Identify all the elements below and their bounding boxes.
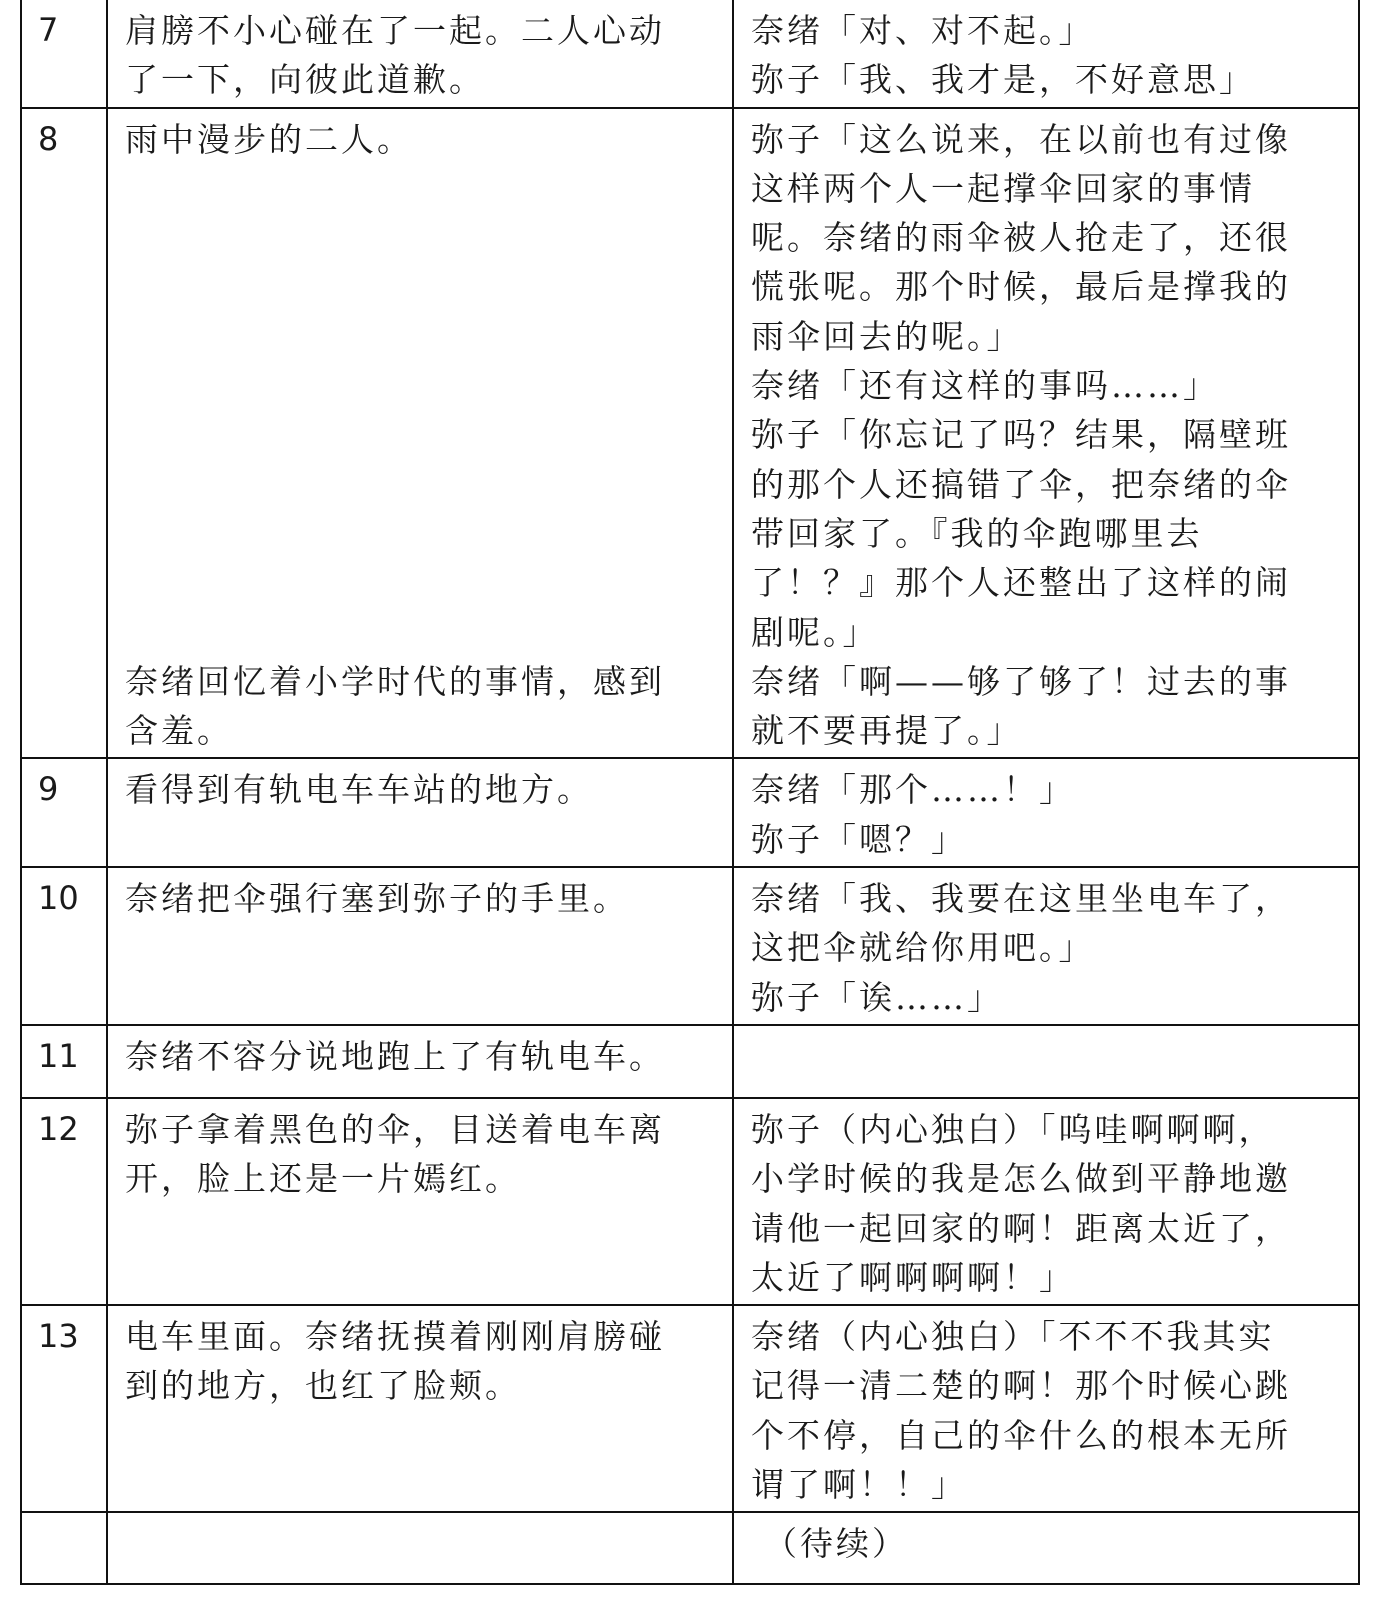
scene-number-cell [21,1305,107,1512]
dialogue-line: 弥子「这么说来，在以前也有过像 [751,119,1291,159]
dialogue [734,759,1358,866]
dialogue-line: 弥子（内心独白）「呜哇啊啊啊， [751,1109,1275,1149]
scene-number-cell [21,108,107,759]
script-row-10 [21,867,1359,1025]
scene-line: 奈绪回忆着小学时代的事情，感到 [125,661,665,701]
dialogue [734,1099,1358,1304]
dialogue-line: 谓了啊！！」 [751,1465,967,1505]
scene-number: 13 [38,1317,79,1356]
dialogue-line: 弥子「你忘记了吗？结果，隔壁班 [751,415,1291,455]
dialogue-line: 奈绪「那个……！」 [751,770,1075,810]
script-row-13 [21,1305,1359,1512]
scene-description-cell [107,1305,733,1512]
dialogue-line: 了！？』那个人还整出了这样的闹 [751,563,1291,603]
script-row-7 [21,0,1359,108]
scene-description-cell [107,867,733,1025]
dialogue-line: 剧呢。」 [751,612,879,652]
script-row-8 [21,108,1359,759]
scene-line: 奈绪不容分说地跑上了有轨电车。 [125,1036,665,1076]
scene-description-cell [107,758,733,867]
scene-number: 7 [38,11,59,49]
scene-line: 到的地方，也红了脸颊。 [125,1366,521,1406]
scene-description [108,109,732,758]
scene-number: 12 [38,1109,79,1148]
dialogue [734,109,1358,758]
script-row-12 [21,1098,1359,1305]
scene-number-cell [21,867,107,1025]
dialogue-line: 太近了啊啊啊啊！」 [751,1257,1075,1297]
scene-line: 看得到有轨电车车站的地方。 [125,770,593,810]
scene-description [108,1306,732,1413]
dialogue-line: 呢。奈绪的雨伞被人抢走了，还很 [751,218,1291,258]
scene-description [108,759,732,816]
dialogue-line: 带回家了。『我的伞跑哪里去 [751,513,1203,553]
script-row-9 [21,758,1359,867]
dialogue-line: 这样两个人一起撑伞回家的事情 [751,168,1255,208]
script-row-11 [21,1025,1359,1098]
scene-line: 雨中漫步的二人。 [125,119,413,159]
scene-description [108,1099,732,1206]
scene-description [108,1026,732,1083]
dialogue-line: 个不停，自己的伞什么的根本无所 [751,1415,1291,1455]
dialogue-line: 的那个人还搞错了伞，把奈绪的伞 [751,464,1291,504]
dialogue-cell [733,1305,1359,1512]
scene-line: 奈绪把伞强行塞到弥子的手里。 [125,879,629,919]
dialogue-line: 就不要再提了。」 [751,711,1023,751]
dialogue-line: 慌张呢。那个时候，最后是撑我的 [751,267,1291,307]
scene-description-cell [107,1098,733,1305]
scene-line: 开，脸上还是一片嫣红。 [125,1159,521,1199]
dialogue-cell [733,1512,1359,1584]
dialogue [734,868,1358,1024]
dialogue-line: 奈绪（内心独白）「不不不我其实 [751,1317,1275,1357]
scene-description-cell [107,1025,733,1098]
scene-line: 肩膀不小心碰在了一起。二人心动 [125,11,665,50]
scene-number: 8 [38,119,59,158]
scene-line: 电车里面。奈绪抚摸着刚刚肩膀碰 [125,1317,665,1357]
dialogue-line: 奈绪「还有这样的事吗……」 [751,366,1219,406]
scene-number-cell [21,1025,107,1098]
scene-number-cell [21,0,107,108]
dialogue-line: 小学时候的我是怎么做到平静地邀 [751,1159,1291,1199]
dialogue-line: 奈绪「对、对不起。」 [751,11,1095,50]
dialogue-line: 雨伞回去的呢。」 [751,316,1023,356]
scene-description-cell [107,0,733,108]
dialogue-line: 弥子「诶……」 [751,977,1003,1017]
dialogue-line: 弥子「我、我才是，不好意思」 [751,60,1255,100]
dialogue-cell [733,0,1359,108]
script-row-footer [21,1512,1359,1584]
scene-number-cell [21,1512,107,1584]
scene-description-cell [107,108,733,759]
dialogue-line: 这把伞就给你用吧。」 [751,928,1095,968]
dialogue-cell [733,1098,1359,1305]
dialogue-cell [733,867,1359,1025]
dialogue-line: 记得一清二楚的啊！那个时候心跳 [751,1366,1291,1406]
dialogue [734,1306,1358,1511]
scene-number-cell [21,1098,107,1305]
continued-label: （待续） [764,1524,908,1564]
dialogue-cell [733,758,1359,867]
dialogue-cell [733,1025,1359,1098]
scene-number-cell [21,758,107,867]
scene-description [108,868,732,925]
dialogue [734,0,1358,107]
scene-number: 9 [38,770,59,809]
script-table [20,0,1360,1585]
dialogue-line: 弥子「嗯？」 [751,819,967,859]
dialogue-cell [733,108,1359,759]
scene-description [108,0,732,107]
scene-description-cell [107,1512,733,1584]
dialogue-line: 奈绪「啊——够了够了！过去的事 [751,661,1291,701]
scene-line: 弥子拿着黑色的伞，目送着电车离 [125,1109,665,1149]
dialogue-line: 奈绪「我、我要在这里坐电车了， [751,879,1291,919]
scene-number: 11 [38,1036,79,1075]
dialogue-line: 请他一起回家的啊！距离太近了， [751,1208,1291,1248]
scene-line: 含羞。 [125,711,233,751]
scene-number: 10 [38,879,79,918]
scene-line: 了一下，向彼此道歉。 [125,60,485,100]
